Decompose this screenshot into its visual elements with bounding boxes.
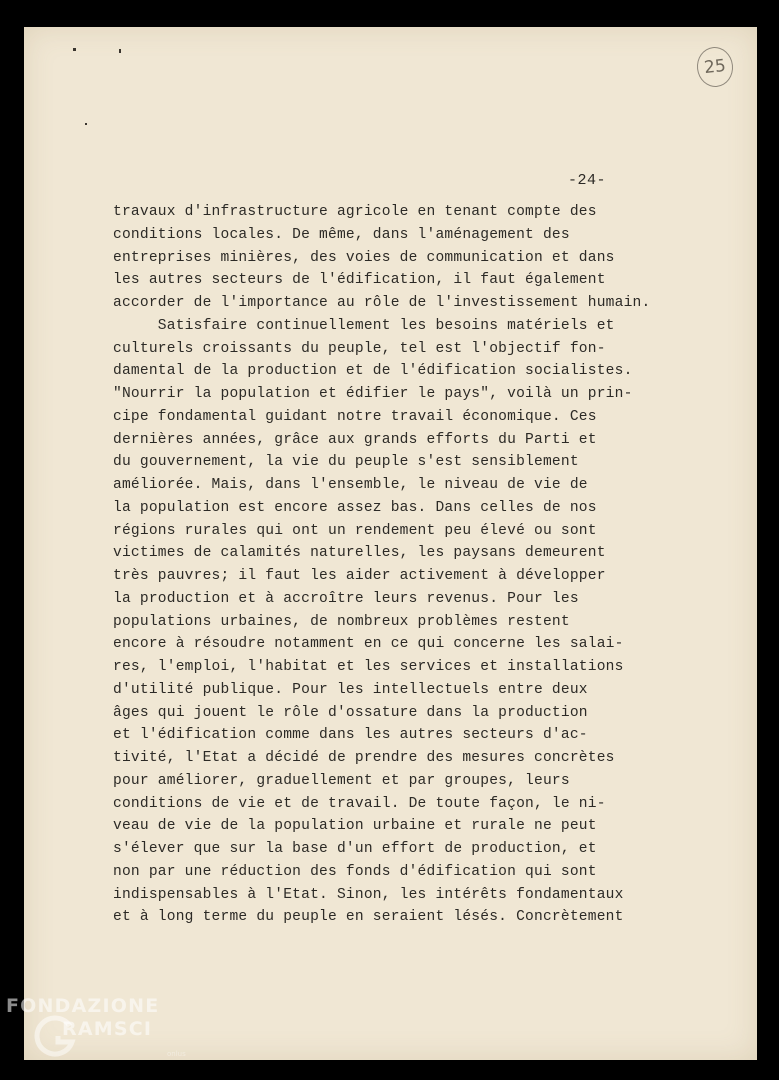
fondazione-gramsci-watermark (6, 992, 196, 1074)
paper-speck (73, 48, 76, 51)
text-line: culturels croissants du peuple, tel est l'objectif fon- (113, 340, 606, 357)
text-line: conditions de vie et de travail. De toute façon, le ni- (113, 795, 606, 812)
typewritten-text (113, 201, 683, 929)
text-line: Satisfaire continuellement les besoins matériels et (113, 317, 615, 334)
text-line: âges qui jouent le rôle d'ossature dans la production (113, 704, 588, 721)
text-line: régions rurales qui ont un rendement peu élevé ou sont (113, 522, 597, 539)
text-line: tivité, l'Etat a décidé de prendre des mesures concrètes (113, 750, 615, 766)
paper-speck (85, 123, 87, 125)
text-line: populations urbaines, de nombreux problèmes restent (113, 613, 570, 630)
text-line: très pauvres; il faut les aider activement à développer (113, 568, 606, 584)
text-line: cipe fondamental guidant notre travail économique. Ces (113, 408, 597, 425)
watermark-line-2: RAMSCI (62, 1018, 153, 1040)
text-line: encore à résoudre notamment en ce qui concerne les salai- (113, 636, 624, 653)
paper-speck (119, 49, 121, 53)
text-line: res, l'emploi, l'habitat et les services et installations (113, 659, 624, 675)
text-line: et à long terme du peuple en seraient lésés. Concrètement (113, 909, 624, 926)
text-line: pour améliorer, graduellement et par groupes, leurs (113, 772, 570, 789)
watermark-onlus: onlus (167, 1050, 186, 1058)
text-line: d'utilité publique. Pour les intellectuels entre deux (113, 681, 588, 698)
text-line: travaux d'infrastructure agricole en tenant compte des (113, 204, 597, 220)
text-line: "Nourrir la population et édifier le pays", voilà un prin- (113, 386, 633, 402)
text-line: accorder de l'importance au rôle de l'investissement humain. (113, 295, 651, 311)
text-line: la production et à accroître leurs revenus. Pour les (113, 590, 579, 607)
text-line: damental de la production et de l'édification socialistes. (113, 363, 633, 380)
text-line: non par une réduction des fonds d'édification qui sont (113, 863, 597, 880)
text-line: victimes de calamités naturelles, les paysans demeurent (113, 545, 606, 562)
text-line: améliorée. Mais, dans l'ensemble, le niveau de vie de (113, 477, 588, 493)
text-line: conditions locales. De même, dans l'aménagement des (113, 226, 570, 243)
text-line: veau de vie de la population urbaine et rurale ne peut (113, 818, 597, 835)
text-line: les autres secteurs de l'édification, il faut également (113, 272, 606, 289)
text-line: la population est encore assez bas. Dans celles de nos (113, 499, 597, 516)
text-line: dernières années, grâce aux grands efforts du Parti et (113, 431, 597, 448)
text-line: et l'édification comme dans les autres secteurs d'ac- (113, 727, 588, 744)
text-line: s'élever que sur la base d'un effort de production, et (113, 841, 597, 857)
page-number: -24- (568, 172, 607, 189)
archive-page-number: 25 (695, 45, 735, 89)
watermark-line-1: FONDAZIONE (6, 995, 160, 1017)
text-line: du gouvernement, la vie du peuple s'est sensiblement (113, 454, 579, 471)
text-line: indispensables à l'Etat. Sinon, les intérêts fondamentaux (113, 886, 624, 903)
text-line: entreprises minières, des voies de communication et dans (113, 249, 615, 266)
